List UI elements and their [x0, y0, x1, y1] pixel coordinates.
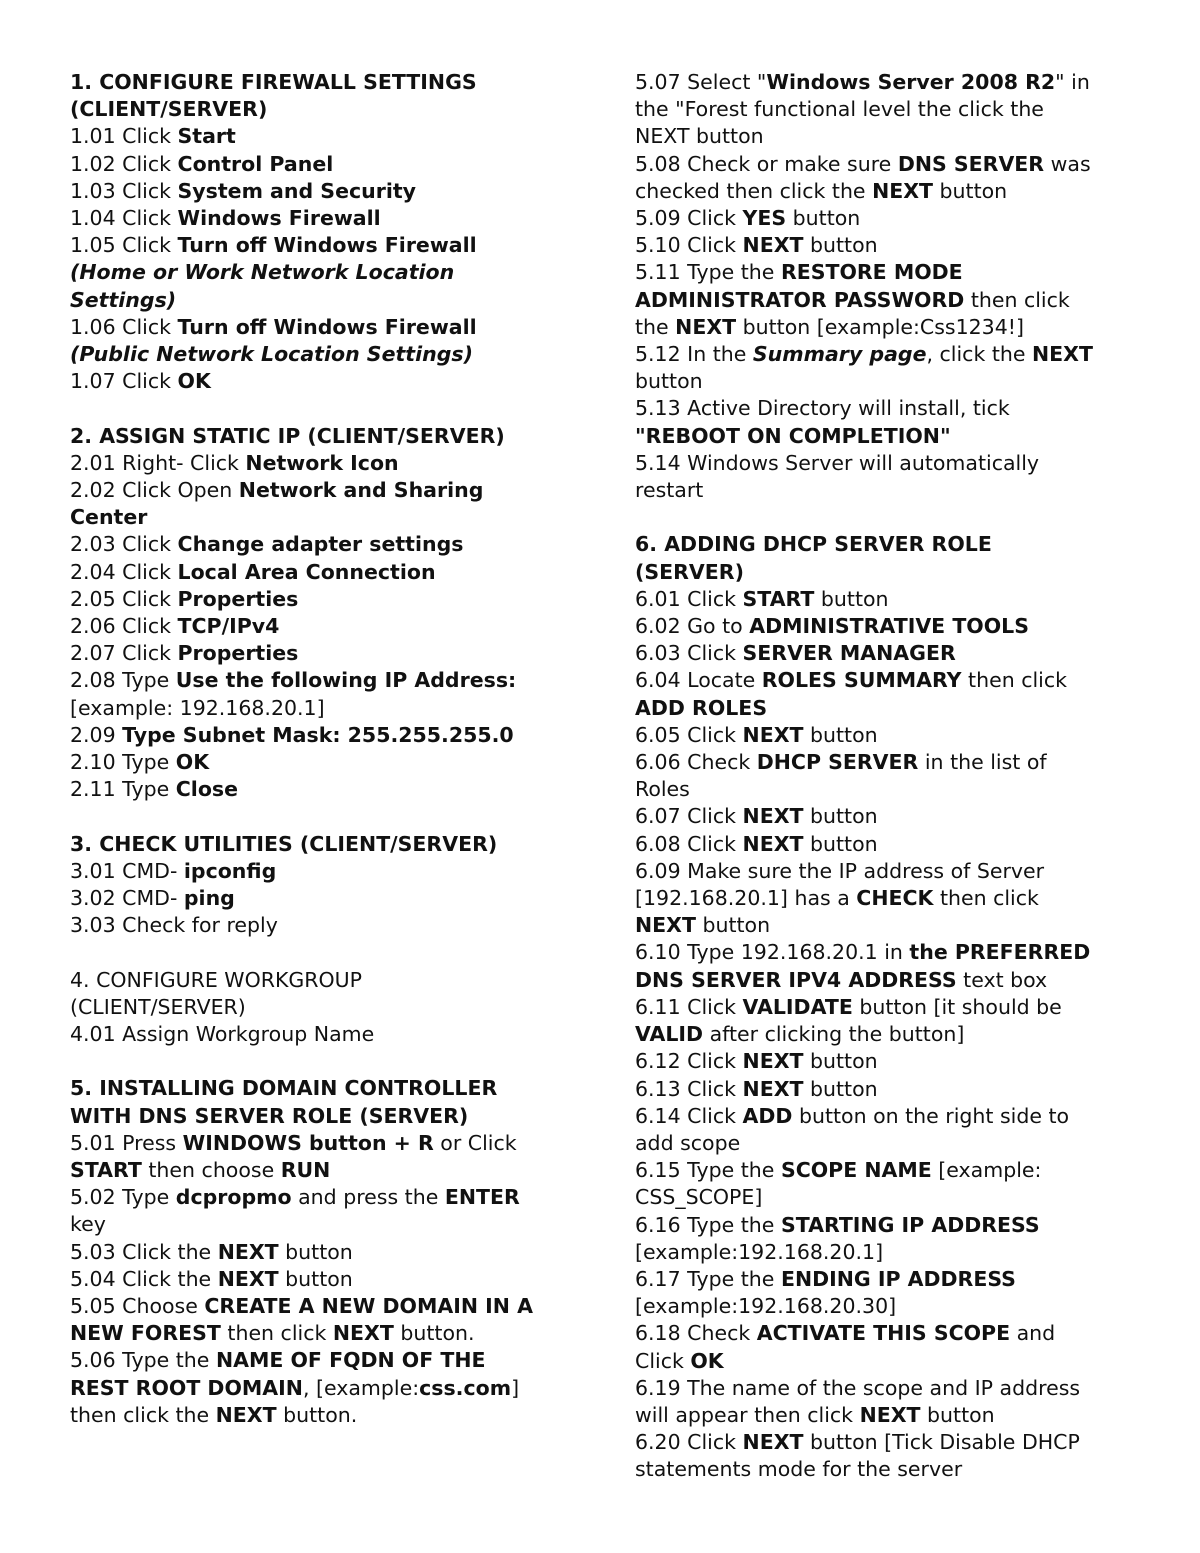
text-line: [70, 450, 570, 477]
text-line: [70, 504, 570, 531]
plain-text: 5.11 Type the: [635, 260, 781, 285]
bold-text: NEXT: [859, 1402, 921, 1427]
text-line: [635, 559, 1135, 586]
blank-line: [70, 1048, 570, 1075]
bold-text: ACTIVATE THIS SCOPE: [756, 1321, 1011, 1346]
bold-text: DNS SERVER: [897, 151, 1045, 176]
plain-text: button: [933, 178, 1008, 203]
bold-italic-text: Settings): [70, 287, 177, 312]
bold-text: Center: [70, 505, 148, 530]
plain-text: 1.06 Click: [70, 314, 178, 339]
text-line: [70, 123, 570, 150]
plain-text: 6.14 Click: [635, 1103, 743, 1128]
plain-text: button: [695, 913, 771, 938]
text-line: [70, 423, 570, 450]
plain-text: button: [786, 206, 861, 231]
plain-text: then click: [220, 1321, 333, 1346]
bold-text: Turn off Windows Firewall: [177, 314, 477, 339]
text-line: [70, 858, 570, 885]
bold-text: System and Security: [177, 178, 417, 203]
text-line: [70, 1103, 570, 1130]
plain-text: and press the: [291, 1185, 445, 1210]
bold-text: "REBOOT ON COMPLETION": [635, 423, 951, 448]
text-line: [635, 1239, 1135, 1266]
text-line: [70, 1021, 570, 1048]
bold-italic-text: (Public Network Location Settings): [70, 342, 473, 367]
bold-text: Use the following IP Address:: [175, 668, 517, 693]
text-line: [635, 151, 1135, 178]
text-line: [70, 96, 570, 123]
text-line: [635, 1212, 1135, 1239]
bold-text: NEXT: [217, 1266, 279, 1291]
plain-text: button: [635, 369, 703, 394]
plain-text: button [example:Css1234!]: [736, 314, 1024, 339]
text-line: [70, 1157, 570, 1184]
bold-text: YES: [742, 206, 787, 231]
plain-text: (CLIENT/SERVER): [70, 994, 246, 1019]
bold-text: NEXT: [332, 1321, 394, 1346]
text-line: [635, 477, 1135, 504]
bold-text: SCOPE NAME: [780, 1158, 932, 1183]
text-line: [635, 967, 1135, 994]
bold-text: RUN: [280, 1158, 331, 1183]
bold-text: NEXT: [742, 1049, 804, 1074]
bold-text: Properties: [177, 641, 299, 666]
plain-text: 2.09: [70, 722, 123, 747]
text-line: [70, 912, 570, 939]
bold-text: 6. ADDING DHCP SERVER ROLE: [635, 532, 992, 557]
bold-text: Windows Firewall: [177, 206, 381, 231]
bold-text: Windows Server 2008 R2: [766, 70, 1056, 94]
text-line: [635, 1320, 1135, 1347]
bold-text: dcpropmo: [175, 1185, 292, 1210]
bold-text: NEXT: [217, 1239, 279, 1264]
plain-text: 6.03 Click: [635, 641, 743, 666]
bold-text: ADD: [742, 1103, 793, 1128]
text-line: [70, 695, 570, 722]
text-line: [635, 667, 1135, 694]
bold-text: Control Panel: [177, 151, 334, 176]
bold-text: WITH DNS SERVER ROLE (SERVER): [70, 1103, 469, 1128]
plain-text: [example:: [931, 1158, 1042, 1183]
bold-text: NEW FOREST: [70, 1321, 221, 1346]
plain-text: button: [814, 586, 889, 611]
bold-text: CREATE A NEW DOMAIN IN A: [204, 1294, 533, 1319]
bold-text: OK: [690, 1348, 724, 1373]
plain-text: add scope: [635, 1130, 741, 1155]
plain-text: 6.07 Click: [635, 804, 743, 829]
bold-text: Turn off Windows Firewall: [177, 233, 477, 258]
bold-text: CHECK: [856, 886, 934, 911]
plain-text: was: [1044, 151, 1091, 176]
bold-text: NEXT: [742, 804, 804, 829]
plain-text: 5.01 Press: [70, 1130, 183, 1155]
plain-text: 4. CONFIGURE WORKGROUP: [70, 967, 363, 992]
text-line: [635, 1076, 1135, 1103]
plain-text: 1.01 Click: [70, 124, 178, 149]
bold-text: START: [742, 586, 815, 611]
plain-text: 5.08 Check or make sure: [635, 151, 898, 176]
bold-text: ADMINISTRATOR PASSWORD: [635, 287, 965, 312]
bold-text: NEXT: [742, 722, 804, 747]
plain-text: " in: [1055, 70, 1090, 94]
text-line: [635, 178, 1135, 205]
bold-text: NEXT: [872, 178, 934, 203]
text-line: [70, 667, 570, 694]
plain-text: 2.08 Type: [70, 668, 176, 693]
plain-text: then click: [964, 287, 1070, 312]
text-line: [635, 695, 1135, 722]
bold-text: ping: [183, 886, 235, 911]
text-line: [635, 96, 1135, 123]
plain-text: [example:192.168.20.30]: [635, 1294, 897, 1319]
bold-text: Close: [175, 777, 239, 802]
plain-text: 6.16 Type the: [635, 1212, 781, 1237]
plain-text: button [Tick Disable DHCP: [803, 1430, 1080, 1455]
text-line: [635, 776, 1135, 803]
text-line: [70, 259, 570, 286]
text-line: [70, 1402, 570, 1429]
text-line: [70, 1375, 570, 1402]
plain-text: 1.02 Click: [70, 151, 178, 176]
bold-text: NEXT: [742, 1076, 804, 1101]
plain-text: 5.06 Type the: [70, 1348, 216, 1373]
plain-text: 6.18 Check: [635, 1321, 757, 1346]
text-line: [70, 368, 570, 395]
text-line: [635, 640, 1135, 667]
plain-text: will appear then click: [635, 1402, 860, 1427]
plain-text: button [it should be: [852, 994, 1062, 1019]
text-line: [70, 287, 570, 314]
plain-text: 2.07 Click: [70, 641, 178, 666]
bold-text: ipconfig: [183, 858, 277, 883]
bold-text: (SERVER): [635, 559, 744, 584]
text-line: [70, 151, 570, 178]
text-line: [70, 1266, 570, 1293]
text-line: [70, 1239, 570, 1266]
plain-text: 5.03 Click the: [70, 1239, 218, 1264]
left-column: [70, 69, 570, 1429]
blank-line: [70, 803, 570, 830]
text-line: [635, 803, 1135, 830]
plain-text: 6.15 Type the: [635, 1158, 781, 1183]
plain-text: 3.01 CMD-: [70, 858, 184, 883]
plain-text: button.: [393, 1321, 475, 1346]
plain-text: 6.17 Type the: [635, 1266, 781, 1291]
plain-text: the: [635, 314, 676, 339]
text-line: [70, 613, 570, 640]
plain-text: 6.12 Click: [635, 1049, 743, 1074]
text-line: [70, 1211, 570, 1238]
plain-text: 6.11 Click: [635, 994, 743, 1019]
text-line: [70, 640, 570, 667]
plain-text: statements mode for the server: [635, 1457, 963, 1482]
bold-text: ENTER: [444, 1185, 520, 1210]
plain-text: 2.01 Right- Click: [70, 450, 246, 475]
text-line: [70, 885, 570, 912]
text-line: [635, 994, 1135, 1021]
bold-text: OK: [177, 369, 211, 394]
plain-text: 3.02 CMD-: [70, 886, 184, 911]
plain-text: button: [803, 1049, 878, 1074]
text-line: [635, 1103, 1135, 1130]
text-line: [635, 613, 1135, 640]
plain-text: NEXT button: [635, 124, 764, 149]
text-line: [635, 1184, 1135, 1211]
text-line: [70, 559, 570, 586]
plain-text: and: [1010, 1321, 1056, 1346]
text-line: [635, 1402, 1135, 1429]
plain-text: 2.04 Click: [70, 559, 178, 584]
plain-text: 5.02 Type: [70, 1185, 176, 1210]
plain-text: 2.06 Click: [70, 614, 178, 639]
bold-text: VALIDATE: [742, 994, 853, 1019]
bold-text: 5. INSTALLING DOMAIN CONTROLLER: [70, 1076, 498, 1101]
bold-text: 1. CONFIGURE FIREWALL SETTINGS: [70, 70, 477, 94]
plain-text: the "Forest functional level the click the: [635, 97, 1044, 122]
plain-text: , [example:: [302, 1375, 420, 1400]
plain-text: 5.10 Click: [635, 233, 743, 258]
bold-text: NEXT: [742, 831, 804, 856]
text-line: [635, 232, 1135, 259]
plain-text: then choose: [141, 1158, 281, 1183]
plain-text: ]: [511, 1375, 520, 1400]
plain-text: key: [70, 1212, 106, 1237]
plain-text: button: [278, 1239, 353, 1264]
text-line: [70, 341, 570, 368]
plain-text: 5.13 Active Directory will install, tick: [635, 396, 1010, 421]
bold-text: TCP/IPv4: [177, 614, 280, 639]
bold-text: ROLES SUMMARY: [761, 668, 962, 693]
plain-text: text box: [956, 967, 1048, 992]
bold-text: Network and Sharing: [238, 478, 484, 503]
text-line: [635, 1048, 1135, 1075]
plain-text: 6.19 The name of the scope and IP address: [635, 1375, 1081, 1400]
plain-text: button: [803, 1076, 878, 1101]
plain-text: 1.04 Click: [70, 206, 178, 231]
text-line: [70, 1320, 570, 1347]
bold-text: NAME OF FQDN OF THE: [215, 1348, 486, 1373]
plain-text: 6.01 Click: [635, 586, 743, 611]
plain-text: then click: [961, 668, 1068, 693]
text-line: [70, 776, 570, 803]
bold-text: 3. CHECK UTILITIES (CLIENT/SERVER): [70, 831, 498, 856]
plain-text: 6.10 Type 192.168.20.1 in: [635, 940, 910, 965]
text-line: [70, 749, 570, 776]
bold-text: css.com: [419, 1375, 512, 1400]
text-line: [70, 994, 570, 1021]
text-line: [635, 749, 1135, 776]
bold-text: REST ROOT DOMAIN: [70, 1375, 303, 1400]
text-line: [70, 831, 570, 858]
bold-text: RESTORE MODE: [780, 260, 963, 285]
text-line: [635, 1429, 1135, 1456]
text-line: [635, 69, 1135, 96]
plain-text: button: [803, 804, 878, 829]
text-line: [635, 395, 1135, 422]
bold-text: Change adapter settings: [177, 532, 464, 557]
text-line: [70, 1184, 570, 1211]
plain-text: button: [278, 1266, 353, 1291]
blank-line: [635, 504, 1135, 531]
bold-text: ADD ROLES: [635, 695, 768, 720]
plain-text: 3.03 Check for reply: [70, 913, 278, 938]
text-line: [635, 368, 1135, 395]
plain-text: then click the: [70, 1402, 216, 1427]
plain-text: in the list of: [918, 750, 1047, 775]
bold-text: NEXT: [675, 314, 737, 339]
text-line: [635, 858, 1135, 885]
text-line: [635, 885, 1135, 912]
text-line: [70, 1130, 570, 1157]
text-line: [635, 1375, 1135, 1402]
plain-text: 6.05 Click: [635, 722, 743, 747]
text-line: [635, 1157, 1135, 1184]
plain-text: Click: [635, 1348, 691, 1373]
text-line: [70, 178, 570, 205]
plain-text: 6.13 Click: [635, 1076, 743, 1101]
text-line: [635, 1021, 1135, 1048]
plain-text: 5.09 Click: [635, 206, 743, 231]
bold-text: Start: [177, 124, 236, 149]
plain-text: Roles: [635, 777, 690, 802]
text-line: [635, 341, 1135, 368]
text-line: [70, 69, 570, 96]
text-line: [70, 722, 570, 749]
plain-text: after clicking the button]: [703, 1022, 965, 1047]
blank-line: [70, 939, 570, 966]
text-line: [635, 1130, 1135, 1157]
text-line: [635, 1456, 1135, 1483]
bold-text: 2. ASSIGN STATIC IP (CLIENT/SERVER): [70, 423, 505, 448]
text-line: [70, 477, 570, 504]
plain-text: button: [803, 233, 878, 258]
plain-text: 6.02 Go to: [635, 614, 750, 639]
bold-text: Local Area Connection: [177, 559, 436, 584]
plain-text: [example:192.168.20.1]: [635, 1239, 884, 1264]
plain-text: 5.07 Select ": [635, 70, 767, 94]
plain-text: CSS_SCOPE]: [635, 1185, 763, 1210]
bold-text: SERVER MANAGER: [742, 641, 956, 666]
plain-text: 1.07 Click: [70, 369, 178, 394]
text-line: [635, 314, 1135, 341]
plain-text: 2.02 Click Open: [70, 478, 239, 503]
plain-text: 5.14 Windows Server will automatically: [635, 450, 1040, 475]
bold-text: (CLIENT/SERVER): [70, 97, 268, 122]
text-line: [635, 1348, 1135, 1375]
plain-text: or Click: [433, 1130, 517, 1155]
text-line: [70, 205, 570, 232]
plain-text: 4.01 Assign Workgroup Name: [70, 1022, 375, 1047]
bold-text: VALID: [635, 1022, 704, 1047]
text-line: [635, 586, 1135, 613]
bold-text: START: [70, 1158, 142, 1183]
plain-text: 5.05 Choose: [70, 1294, 205, 1319]
plain-text: 2.11 Type: [70, 777, 176, 802]
plain-text: 6.09 Make sure the IP address of Server: [635, 858, 1045, 883]
text-line: [70, 531, 570, 558]
text-line: [70, 314, 570, 341]
text-line: [70, 967, 570, 994]
plain-text: button: [920, 1402, 995, 1427]
text-line: [70, 232, 570, 259]
bold-text: OK: [175, 750, 210, 775]
plain-text: 2.05 Click: [70, 586, 178, 611]
plain-text: button on the right side to: [792, 1103, 1070, 1128]
bold-text: ADMINISTRATIVE TOOLS: [749, 614, 1029, 639]
text-line: [635, 722, 1135, 749]
text-line: [70, 1293, 570, 1320]
bold-text: the PREFERRED: [909, 940, 1091, 965]
text-line: [70, 1347, 570, 1374]
text-line: [635, 123, 1135, 150]
bold-text: STARTING IP ADDRESS: [780, 1212, 1040, 1237]
plain-text: [192.168.20.1] has a: [635, 886, 857, 911]
bold-text: DHCP SERVER: [756, 750, 919, 775]
text-line: [635, 287, 1135, 314]
plain-text: checked then click the: [635, 178, 873, 203]
plain-text: 2.10 Type: [70, 750, 176, 775]
plain-text: button.: [276, 1402, 358, 1427]
text-line: [635, 259, 1135, 286]
bold-text: ENDING IP ADDRESS: [780, 1266, 1016, 1291]
plain-text: 6.06 Check: [635, 750, 757, 775]
plain-text: restart: [635, 478, 704, 503]
bold-text: NEXT: [215, 1402, 277, 1427]
blank-line: [70, 395, 570, 422]
bold-text: NEXT: [1032, 342, 1093, 367]
text-line: [635, 1266, 1135, 1293]
plain-text: 6.20 Click: [635, 1430, 743, 1455]
text-line: [635, 205, 1135, 232]
bold-text: NEXT: [635, 913, 696, 938]
plain-text: button: [803, 831, 878, 856]
plain-text: 6.08 Click: [635, 831, 743, 856]
bold-italic-text: Summary page: [752, 342, 927, 367]
text-line: [635, 531, 1135, 558]
plain-text: 6.04 Locate: [635, 668, 762, 693]
bold-text: DNS SERVER IPV4 ADDRESS: [635, 967, 957, 992]
bold-text: Properties: [177, 586, 299, 611]
bold-text: NEXT: [742, 1430, 804, 1455]
text-line: [635, 912, 1135, 939]
text-line: [635, 423, 1135, 450]
plain-text: , click the: [926, 342, 1032, 367]
plain-text: 2.03 Click: [70, 532, 178, 557]
plain-text: 1.03 Click: [70, 178, 178, 203]
bold-text: WINDOWS button + R: [182, 1130, 434, 1155]
plain-text: 5.04 Click the: [70, 1266, 218, 1291]
plain-text: 1.05 Click: [70, 233, 178, 258]
bold-italic-text: (Home or Work Network Location: [70, 260, 455, 285]
bold-text: Network Icon: [245, 450, 399, 475]
text-line: [70, 586, 570, 613]
text-line: [635, 450, 1135, 477]
text-line: [635, 831, 1135, 858]
plain-text: then click: [933, 886, 1039, 911]
plain-text: [example: 192.168.20.1]: [70, 695, 325, 720]
bold-text: Type Subnet Mask: 255.255.255.0: [122, 722, 514, 747]
plain-text: button: [803, 722, 878, 747]
right-column: [635, 69, 1135, 1484]
plain-text: 5.12 In the: [635, 342, 753, 367]
bold-text: NEXT: [742, 233, 804, 258]
text-line: [635, 939, 1135, 966]
text-line: [70, 1075, 570, 1102]
text-line: [635, 1293, 1135, 1320]
